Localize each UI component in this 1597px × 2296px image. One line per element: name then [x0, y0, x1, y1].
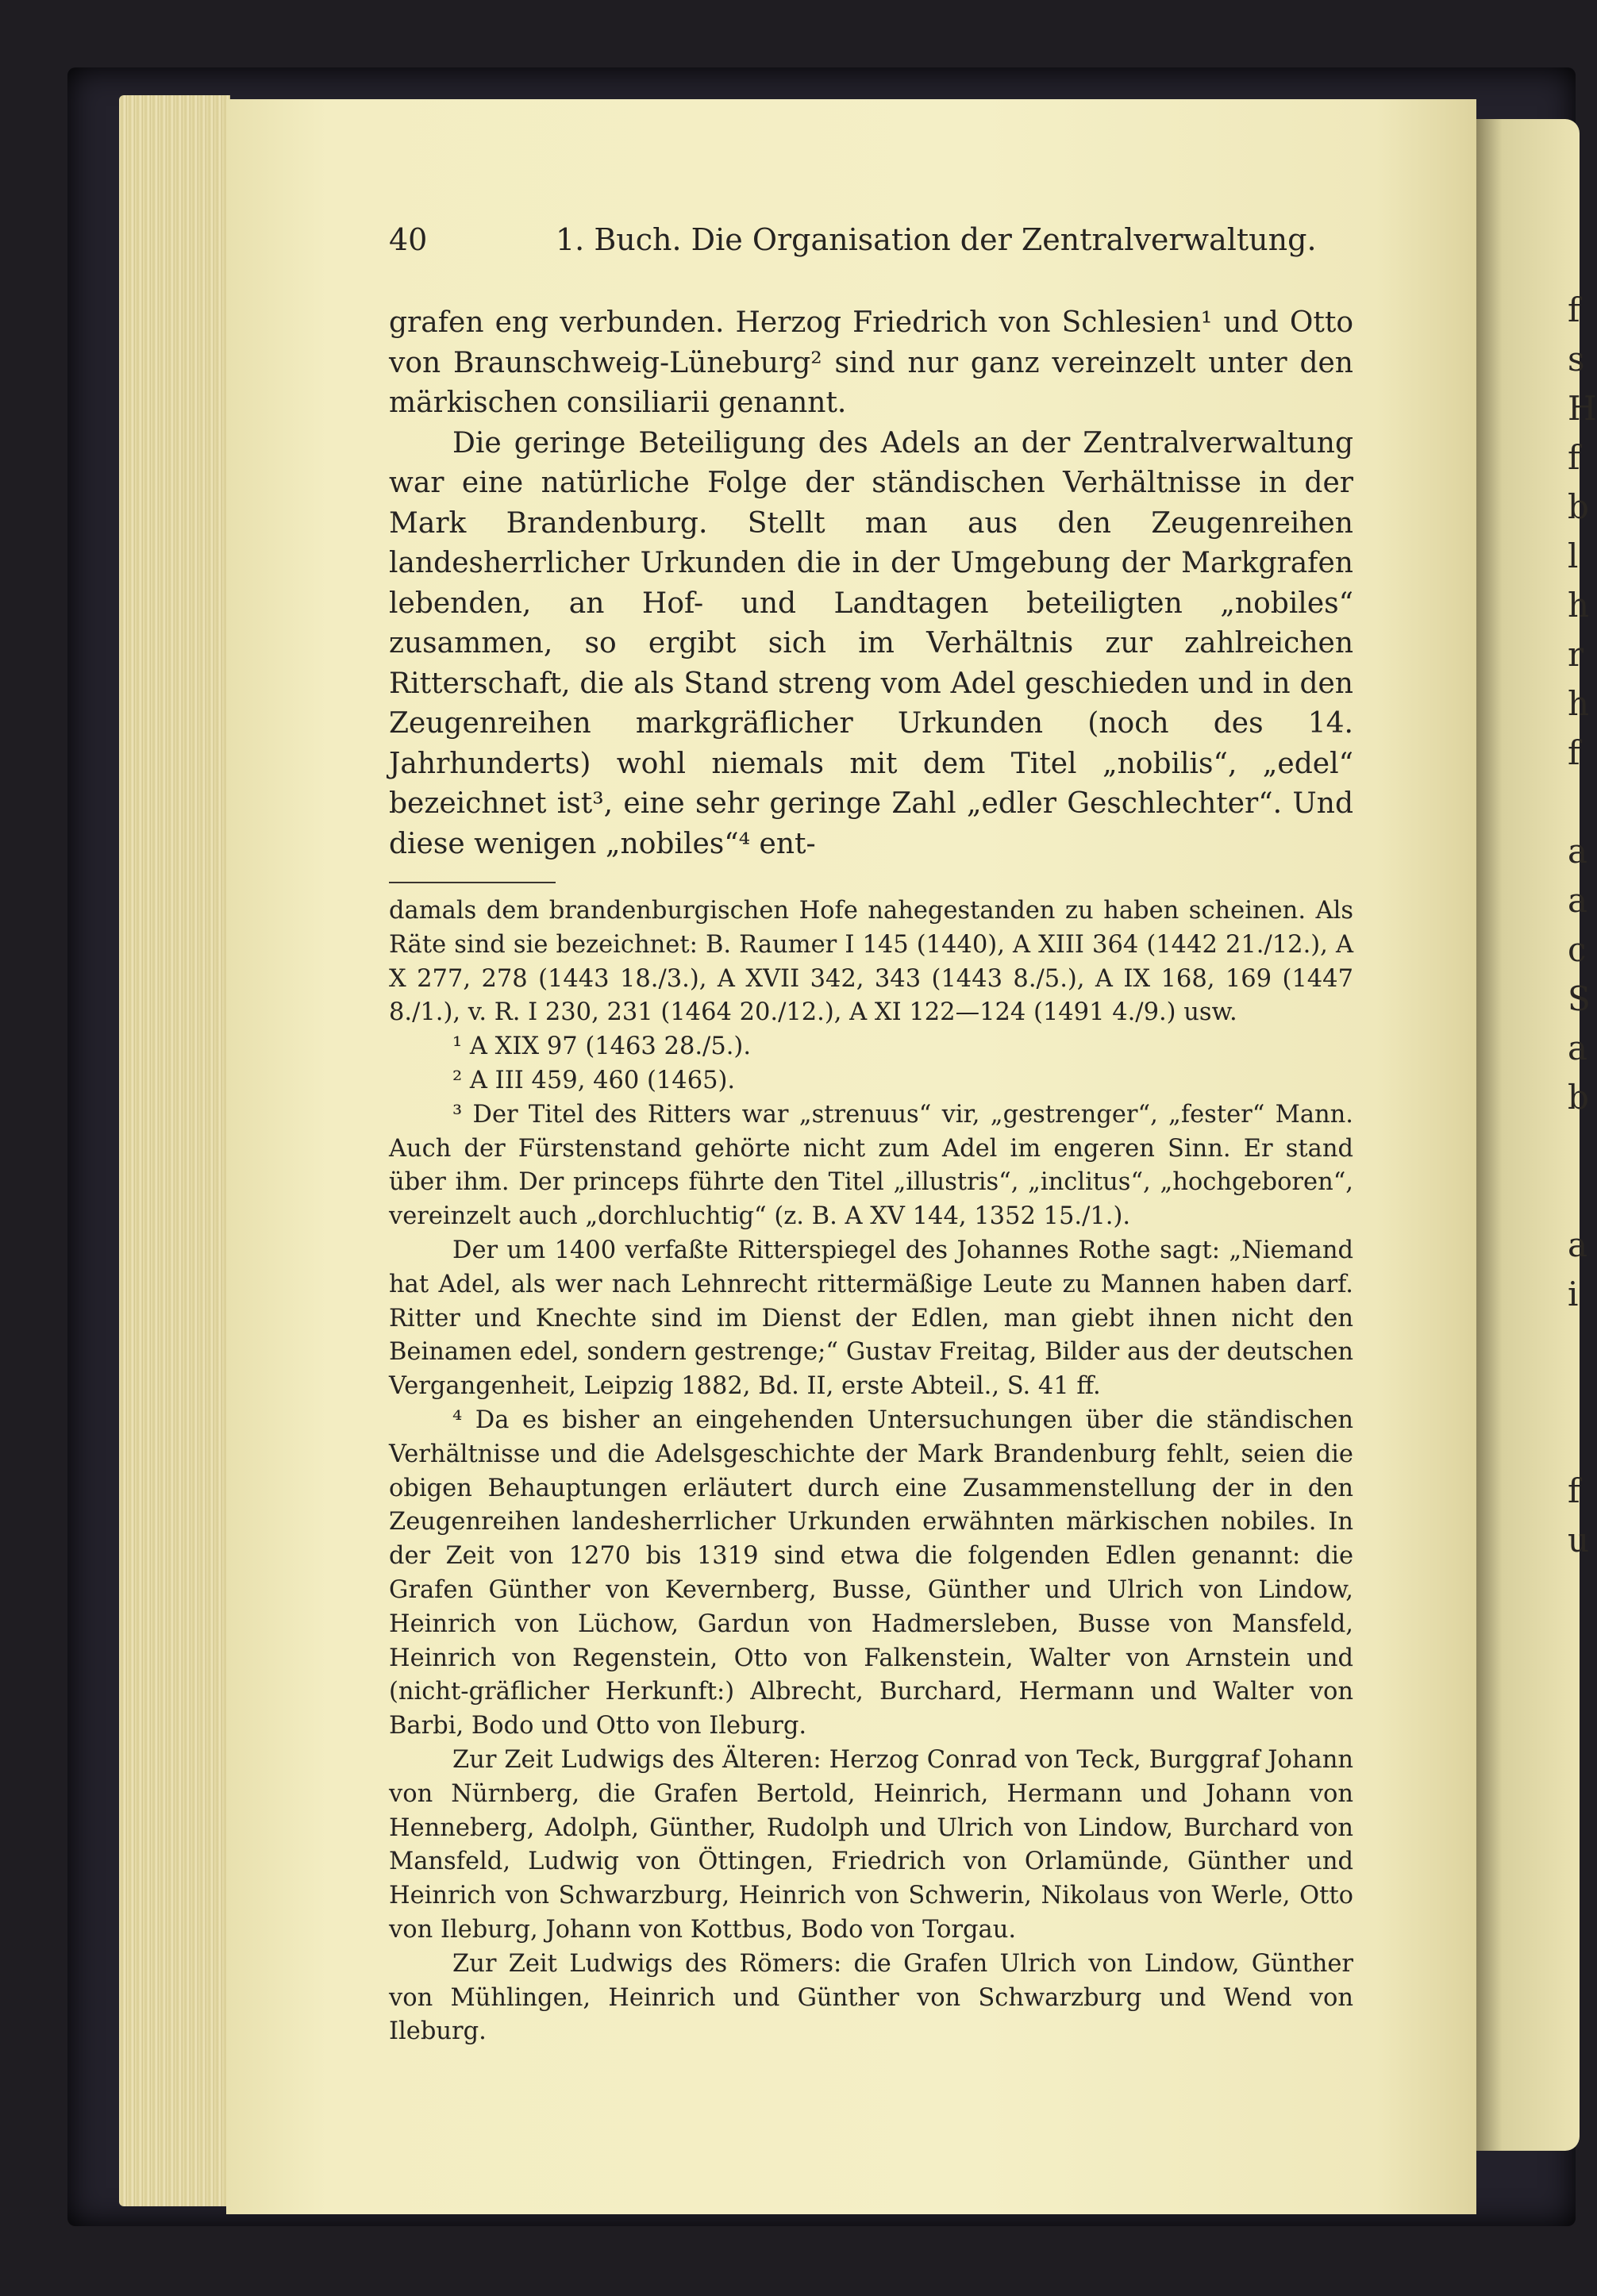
facing-page-letters — [1568, 286, 1597, 1565]
facing-page — [1476, 119, 1580, 2151]
facing-page-letter: a — [1568, 1225, 1588, 1264]
footnote-4: ⁴ Da es bisher an eingehenden Untersuchungen über die ständischen Verhältnisse und die Adelsgeschichte der Mark Brandenburg fehlt, seien die obigen Behauptungen erläutert durch eine Zusammenstellung der in den Zeugenreihen landesherrlicher Urkunden erwähnten märkischen nobiles. In der Zeit von 1270 bis 1319 sind etwa die folgenden Edlen genannt: die Grafen Günther von Kevernberg, Busse, Günther und Ulrich von Lindow, Heinrich von Lüchow, Gardun von Hadmersleben, Busse von Mansfeld, Heinrich von Regenstein, Otto von Falkenstein, Walter von Arnstein und (nicht-gräflicher Herkunft:) Albrecht, Burchard, Hermann und Walter von Barbi, Bodo und Otto von Ileburg. — [389, 1406, 1353, 1740]
facing-page-letter: f — [1568, 438, 1580, 477]
footnotes — [389, 894, 1353, 2049]
footnote-rule — [389, 882, 556, 883]
facing-page-letter: u — [1568, 1521, 1590, 1560]
facing-page-letter: a — [1568, 1029, 1588, 1067]
footnote-4-continued: Zur Zeit Ludwigs des Römers: die Grafen Ulrich von Lindow, Günther von Mühlingen, Heinrich und Günther von Schwarzburg und Wend von Ileburg. — [389, 1949, 1353, 2046]
facing-page-letter: S — [1568, 979, 1591, 1018]
page-edges — [119, 95, 230, 2206]
paragraph: grafen eng verbunden. Herzog Friedrich von Schlesien¹ und Otto von Braunschweig-Lüneburg² sind nur ganz vereinzelt unter den märkischen consiliarii genannt. — [389, 306, 1353, 419]
facing-page-letter: f — [1568, 1471, 1580, 1510]
footnote-3: ³ Der Titel des Ritters war „strenuus“ vir, „gestrenger“, „fester“ Mann. Auch der Fürstenstand gehörte nicht zum Adel im engeren Sinn. Er stand über ihm. Der princeps führte den Titel „illustris“, „inclitus“, „hochgeboren“, vereinzelt auch „dorchluchtig“ (z. B. A XV 144, 1352 15./1.). — [389, 1100, 1353, 1231]
facing-page-letter — [1568, 1171, 1587, 1221]
facing-page-letter — [1568, 1417, 1587, 1467]
facing-page-letter: a — [1568, 832, 1588, 871]
facing-page-letter: s — [1568, 340, 1585, 379]
facing-page-letter — [1568, 1122, 1587, 1171]
paragraph: Die geringe Beteiligung des Adels an der Zentralverwaltung war eine natürliche Folge der ständischen Verhältnisse in der Mark Brandenburg. Stellt man aus den Zeugenreihen landesherrlicher Urkunden die in der Umgebung der Markgrafen lebenden, an Hof- und Landtagen beteiligten „nobiles“ zusammen, so ergibt sich im Verhältnis zur zahlreichen Ritterschaft, die als Stand streng vom Adel geschieden und in den Zeugenreihen markgräflicher Urkunden (noch des 14. Jahrhunderts) wohl niemals mit dem Titel „nobilis“, „edel“ bezeichnet ist³, eine sehr geringe Zahl „edler Geschlechter“. Und diese wenigen „nobiles“⁴ ent- — [389, 426, 1353, 860]
facing-page-letter: i — [1568, 1275, 1579, 1313]
facing-page-letter: b — [1568, 1078, 1589, 1117]
body-text — [389, 303, 1353, 864]
page-content — [389, 222, 1353, 2049]
page-number: 40 — [389, 222, 428, 257]
facing-page-letter — [1568, 778, 1587, 827]
facing-page-letter: h — [1568, 684, 1590, 723]
facing-page-letter: h — [1568, 586, 1590, 625]
facing-page-letter — [1568, 1319, 1587, 1368]
facing-page-letter: H — [1568, 389, 1597, 428]
facing-page-letter: r — [1568, 635, 1584, 674]
footnote-1: ¹ A XIX 97 (1463 28./5.). — [452, 1033, 752, 1061]
facing-page-letter: f — [1568, 290, 1580, 329]
facing-page-letter: l — [1568, 537, 1579, 575]
page-header — [389, 222, 1353, 278]
footnote-2: ² A III 459, 460 (1465). — [452, 1066, 736, 1094]
footnote-4-continued: Zur Zeit Ludwigs des Älteren: Herzog Conrad von Teck, Burggraf Johann von Nürnberg, die Grafen Bertold, Heinrich, Hermann und Johann von Henneberg, Adolph, Günther, Rudolph und Ulrich von Lindow, Burchard von Mansfeld, Ludwig von Öttingen, Friedrich von Orlamünde, Günther und Heinrich von Schwarzburg, Heinrich von Schwerin, Nikolaus von Werle, Otto von Ileburg, Johann von Kottbus, Bodo von Torgau. — [389, 1745, 1353, 1944]
facing-page-letter: a — [1568, 881, 1588, 920]
footnote-3-continued: Der um 1400 verfaßte Ritterspiegel des Johannes Rothe sagt: „Niemand hat Adel, als wer nach Lehnrecht rittermäßige Leute zu Mannen haben darf. Ritter und Knechte sind im Dienst der Edlen, man giebt ihnen nicht den Beinamen edel, sondern gestrenge;“ Gustav Freitag, Bilder aus der deutschen Vergangenheit, Leipzig 1882, Bd. II, erste Abteil., S. 41 ff. — [389, 1236, 1353, 1401]
facing-page-letter — [1568, 1368, 1587, 1417]
footnote-continuation: damals dem brandenburgischen Hofe nahegestanden zu haben scheinen. Als Räte sind sie bezeichnet: B. Raumer I 145 (1440), A XIII 364 (1442 21./12.), A X 277, 278 (1443 18./3.), A XVII 342, 343 (1443 8./5.), A IX 168, 169 (1447 8./1.), v. R. I 230, 231 (1464 20./12.), A XI 122—124 (1491 4./9.) usw. — [389, 897, 1353, 1027]
running-title: 1. Buch. Die Organisation der Zentralverwaltung. — [556, 222, 1317, 257]
facing-page-letter: c — [1568, 930, 1587, 969]
facing-page-letter: f — [1568, 733, 1580, 772]
facing-page-letter: b — [1568, 487, 1589, 526]
